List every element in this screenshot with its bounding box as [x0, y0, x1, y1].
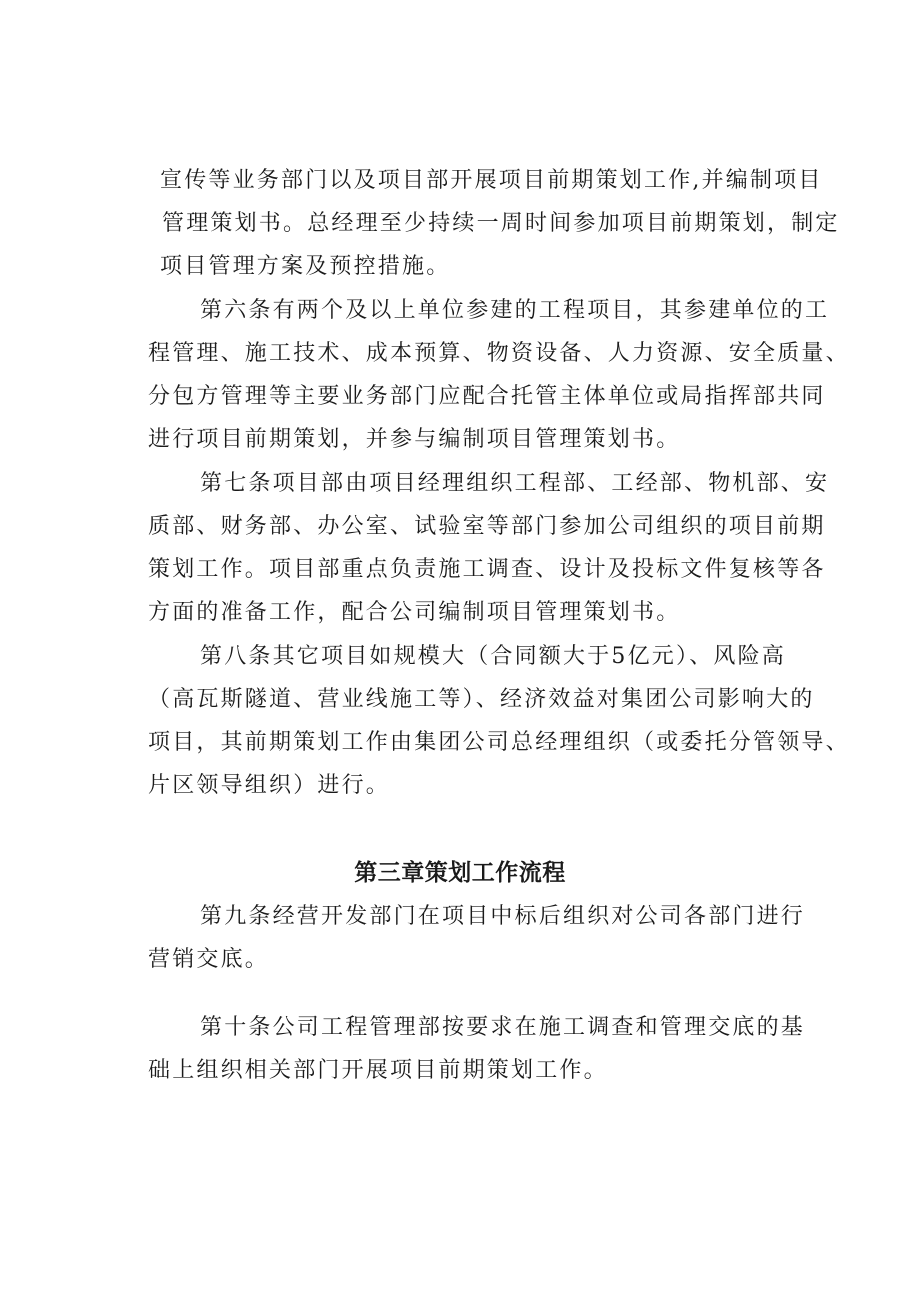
paragraph-line: 宣传等业务部门以及项目部开展项目前期策划工作,并编制项目 — [160, 168, 823, 193]
paragraph-line: 程管理、施工技术、成本预算、物资设备、人力资源、安全质量、 — [148, 341, 850, 366]
paragraph-line: 策划工作。项目部重点负责施工调查、设计及投标文件复核等各 — [148, 557, 826, 582]
paragraph-line: 础上组织相关部门开展项目前期策划工作。 — [148, 1058, 608, 1083]
paragraph-line: 质部、财务部、办公室、试验室等部门参加公司组织的项目前期 — [148, 514, 826, 539]
chapter-title: 第三章策划工作流程 — [354, 860, 566, 886]
paragraph-line: 第七条项目部由项目经理组织工程部、工经部、物机部、安 — [200, 471, 830, 496]
paragraph-line: 管理策划书。总经理至少持续一周时间参加项目前期策划，制定 — [162, 211, 840, 236]
paragraph-line: 片区领导组织）进行。 — [148, 773, 391, 798]
paragraph-line: （高瓦斯隧道、营业线施工等）、经济效益对集团公司影响大的 — [148, 687, 815, 712]
paragraph-line: 第十条公司工程管理部按要求在施工调查和管理交底的基 — [200, 1015, 806, 1040]
paragraph-line: 第六条有两个及以上单位参建的工程项目，其参建单位的工 — [200, 298, 830, 323]
paragraph-line: 第八条其它项目如规模大（合同额大于5亿元）、风险高 — [200, 644, 786, 669]
paragraph-line: 方面的准备工作，配合公司编制项目管理策划书。 — [148, 600, 681, 625]
paragraph-line: 项目，其前期策划工作由集团公司总经理组织（或委托分管领导、 — [148, 730, 850, 755]
paragraph-line: 项目管理方案及预控措施。 — [160, 254, 451, 279]
paragraph-line: 分包方管理等主要业务部门应配合托管主体单位或局指挥部共同 — [148, 384, 826, 409]
paragraph-line: 营销交底。 — [148, 947, 270, 972]
paragraph-line: 进行项目前期策划，并参与编制项目管理策划书。 — [148, 427, 681, 452]
paragraph-line: 第九条经营开发部门在项目中标后组织对公司各部门进行 — [200, 904, 806, 929]
